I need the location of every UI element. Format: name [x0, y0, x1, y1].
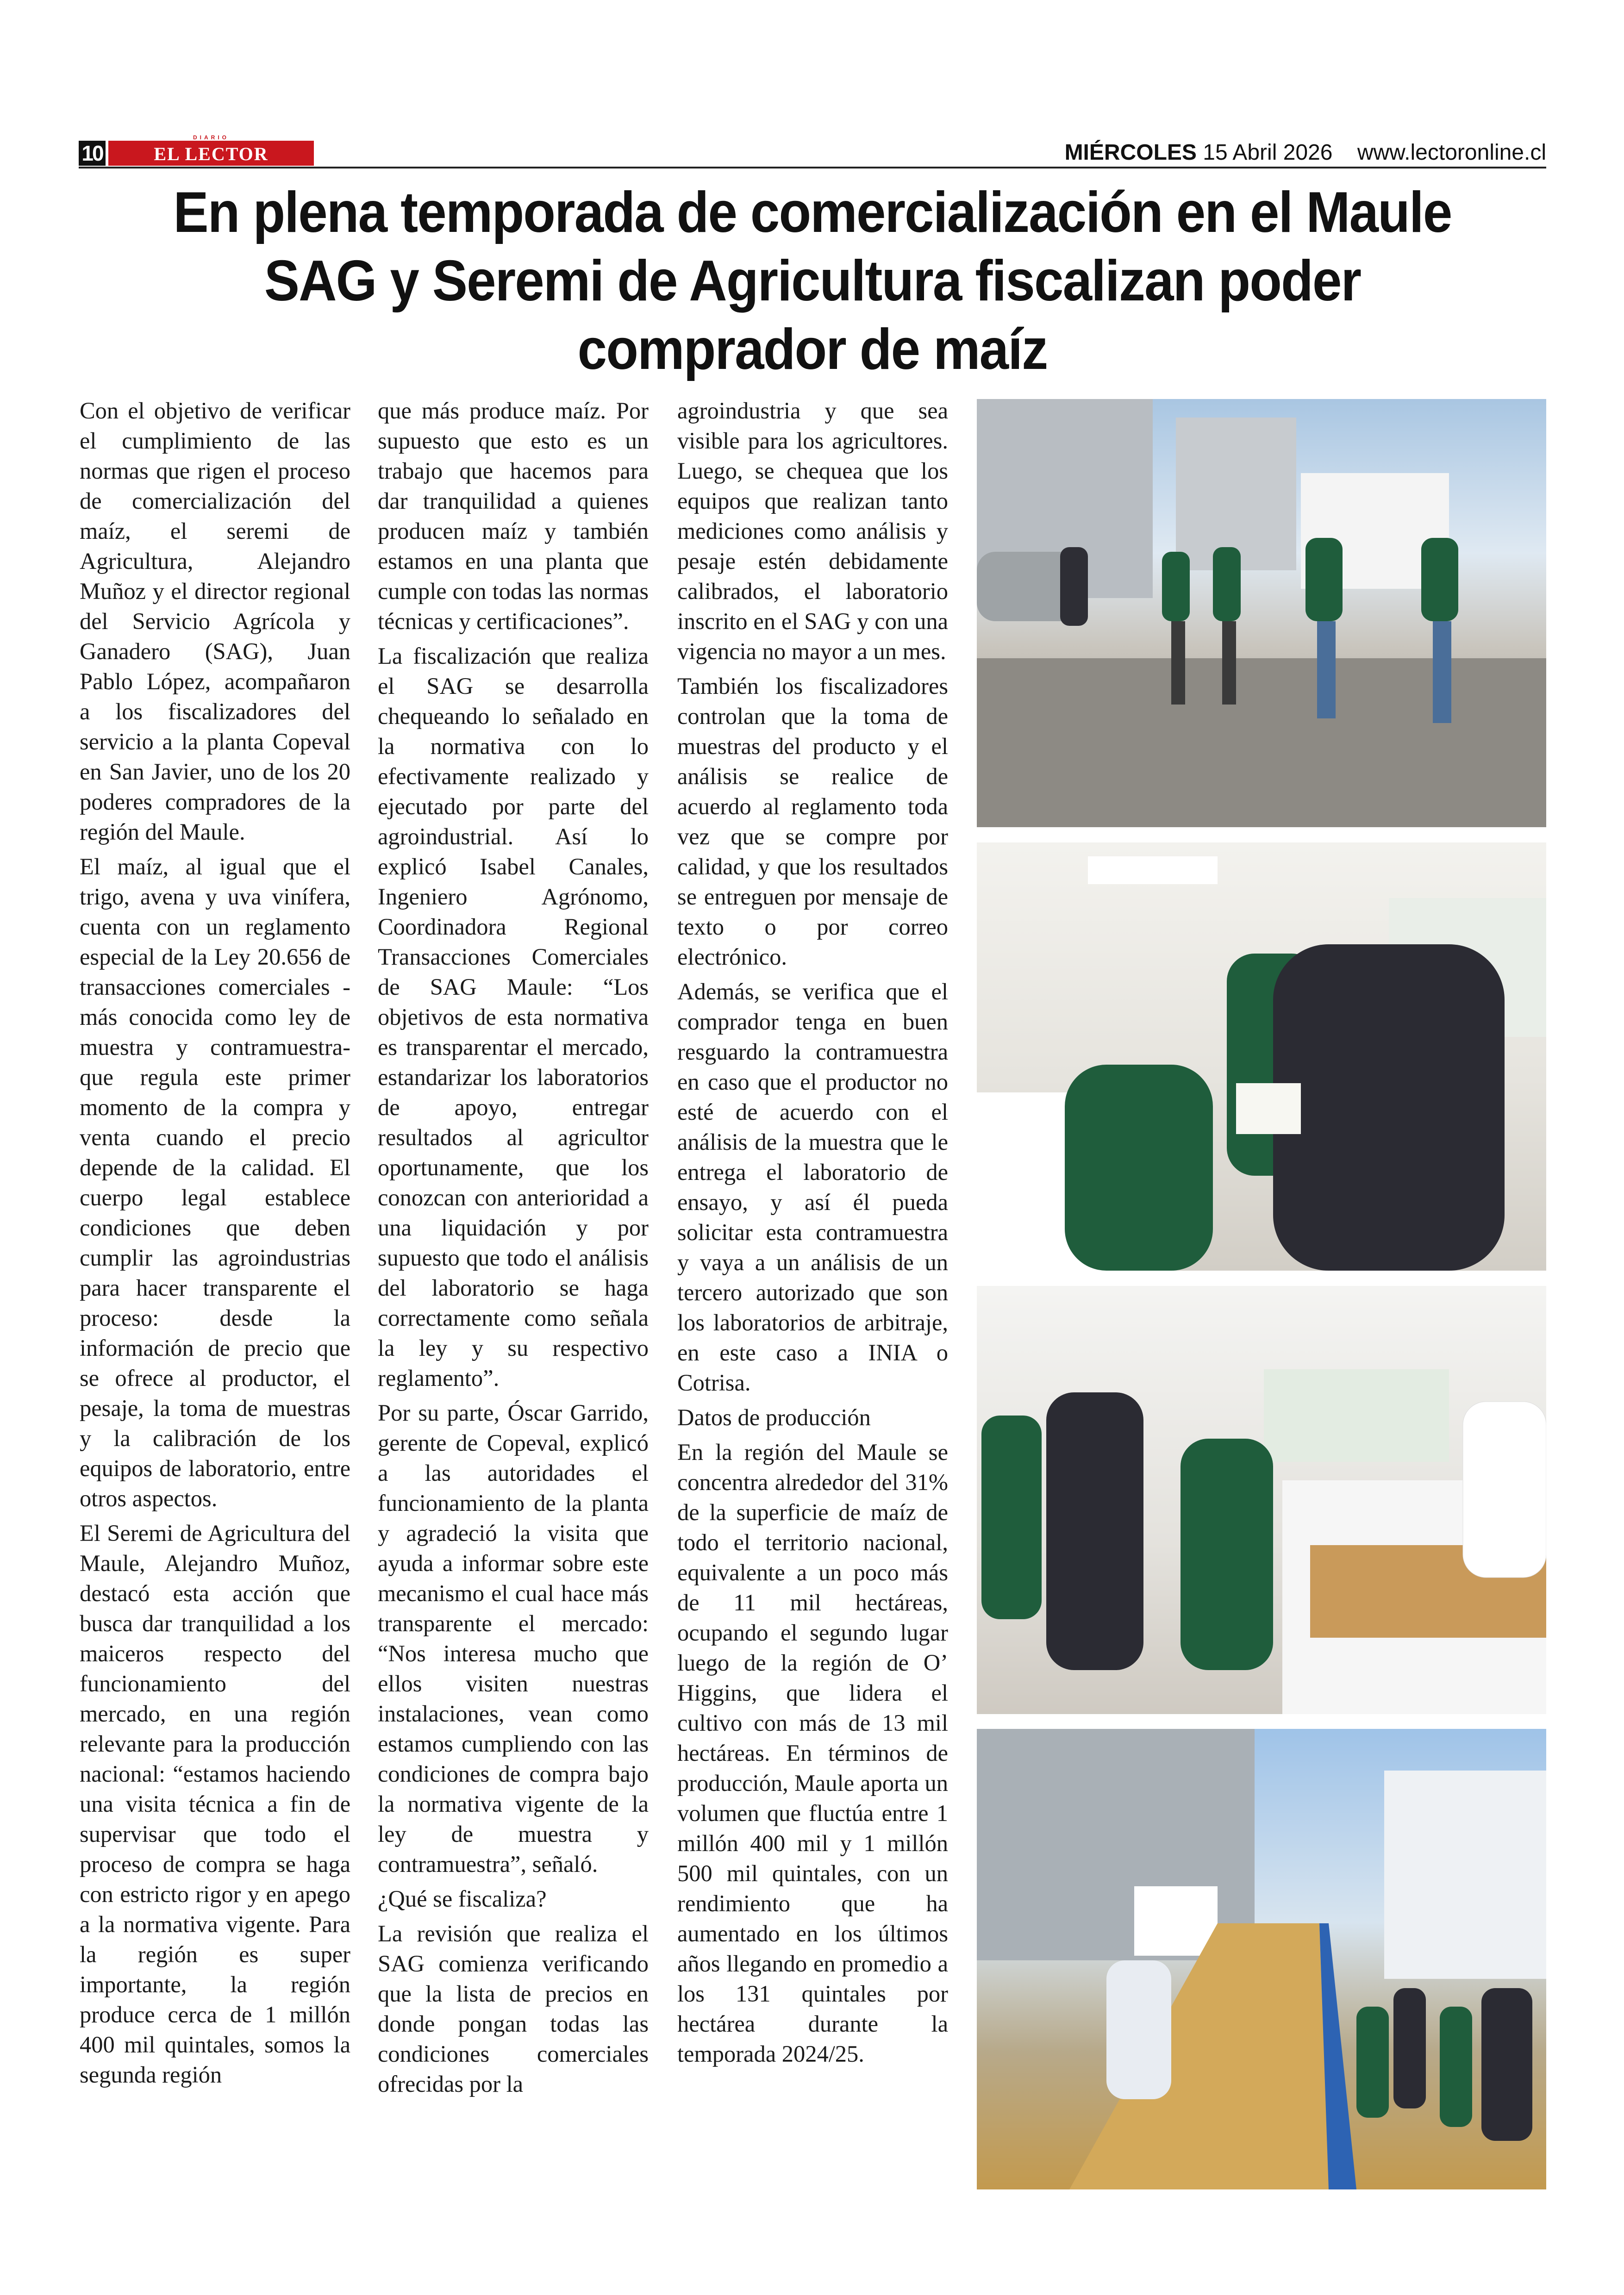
gravel-ground: [977, 658, 1546, 827]
paragraph: En la región del Maule se concentra alrededor del 31% de la superficie de maíz de todo el territorio nacional, equivalente a un poco más de 11 mil hectáreas, ocupando el segundo lugar luego de la región de O’ Higgins, que lidera el cultivo con más de 13 mil hectáreas. En términos de producción, Maule aporta un volumen que fluctúa entre 1 millón 400 mil y 1 millón 500 mil quintales, con un rendimiento que ha aumentado en los últimos años llegando en promedio a los 131 quintales por hectárea durante la temporada 2024/25.: [677, 1439, 948, 2067]
paragraph: El maíz, al igual que el trigo, avena y uva vinífera, cuenta con un reglamento especial de la Ley 20.656 de transacciones comerciales -más conocida como ley de muestra y contramuestra- que regula este primer momento de la compra y venta cuando el precio depende de la calidad. El cuerpo legal establece condiciones que deben cumplir las agroindustrias para hacer transparente el proceso: desde la información de precio que se ofrece al productor, el pesaje, la toma de muestras y la calibración de los equipos de laboratorio, entre otros aspectos.: [80, 854, 350, 1511]
building: [1384, 1771, 1546, 1979]
article-column-1: [80, 396, 350, 2095]
article-column-3: [677, 396, 948, 2074]
official-dark-suit: [1046, 1392, 1143, 1670]
paragraph: Por su parte, Óscar Garrido, gerente de Copeval, explicó a las autoridades el funcionamiento de la planta y agradeció la visita que ayuda a informar sobre este mecanismo el cual hace más transparente el mercado: “Nos interesa mucho que ellos visiten nuestras instalaciones, vean como estamos cumpliendo con las condiciones de compra bajo la normativa vigente de la ley de muestra y contramuestra”, señaló.: [378, 1400, 649, 1877]
website-url: www.lectoronline.cl: [1357, 140, 1546, 165]
photo-truck-sampling: [977, 1729, 1546, 2189]
truck-cab: [1134, 1886, 1218, 1956]
photo-illustration: [977, 1286, 1546, 1714]
page-number: 10: [79, 141, 106, 166]
paragraph: Además, se verifica que el comprador tenga en buen resguardo la contramuestra en caso que el productor no esté de acuerdo con el análisis de la muestra que le entrega el laboratorio de ensayo, y así él pueda solicitar esta contramuestra y vaya a un análisis de un tercero autorizado que son los laboratorios de arbitraje, en este caso a INIA o Cotrisa.: [677, 979, 948, 1396]
official-dark-suit: [1273, 944, 1505, 1271]
headline-line: comprador de maíz: [577, 318, 1048, 381]
logo-tagline: DIARIO: [193, 134, 229, 141]
photo-plant-yard-visit: [977, 399, 1546, 827]
photo-sample-analysis: [977, 1286, 1546, 1714]
weekday: MIÉRCOLES: [1064, 140, 1197, 165]
inspector-green-jacket: [1181, 1439, 1273, 1670]
window: [1264, 1369, 1449, 1462]
article-headline: [137, 178, 1487, 384]
photo-lab-inspection: [977, 842, 1546, 1271]
issue-date: 15 Abril 2026: [1203, 140, 1333, 165]
headline-line: SAG y Seremi de Agricultura fiscalizan poder: [264, 249, 1361, 313]
document-sheet: [1236, 1083, 1301, 1134]
lab-technician-white-coat: [1463, 1402, 1546, 1578]
paragraph: que más produce maíz. Por supuesto que esto es un trabajo que hacemos para dar tranquilidad a quienes producen maíz y también estamos en una planta que cumple con todas las normas técnicas y certificaciones”.: [378, 398, 649, 634]
air-conditioner: [1088, 856, 1218, 884]
paragraph: También los fiscalizadores controlan que la toma de muestras del producto y el análisis se realice de acuerdo al reglamento toda vez que se compre por calidad, y que los resultados se entreguen por mensaje de texto o por correo electrónico.: [677, 673, 948, 970]
paragraph: Con el objetivo de verificar el cumplimiento de las normas que rigen el proceso de comercialización del maíz, el seremi de Agricultura, Alejandro Muñoz y el director regional del Servicio Agrícola y Ganadero (SAG), Juan Pablo López, acompañaron a los fiscalizadores del servicio a la planta Copeval en San Javier, uno de los 20 poderes compradores de la región del Maule.: [80, 398, 350, 845]
dateline: [1065, 140, 1546, 166]
newspaper-logo: [108, 134, 314, 166]
inspector-green-jacket: [981, 1416, 1042, 1619]
photo-illustration: [977, 1729, 1546, 2189]
logo-text: EL LECTOR: [154, 143, 269, 164]
worker-sampling: [1106, 1960, 1171, 2099]
page-header: [79, 134, 1546, 171]
headline-line: En plena temporada de comercialización en el Maule: [173, 181, 1452, 244]
subheading: Datos de producción: [677, 1404, 871, 1430]
paragraph: agroindustria y que sea visible para los agricultores. Luego, se chequea que los equipos que realizan tanto mediciones como análisis y pesaje estén debidamente calibrados, el laboratorio inscrito en el SAG y con una vigencia no mayor a un mes.: [677, 398, 948, 664]
subheading: ¿Qué se fiscaliza?: [378, 1886, 547, 1912]
paragraph: El Seremi de Agricultura del Maule, Alejandro Muñoz, destacó esta acción que busca dar tranquilidad a los maiceros respecto del funcionamiento del mercado, en una región relevante para la producción nacional: “estamos haciendo una visita técnica a fin de supervisar que todo el proceso de compra se haga con estricto rigor y en apego a la normativa vigente. Para la región es super importante, la región produce cerca de 1 millón 400 mil quintales, somos la segunda región: [80, 1520, 350, 2088]
photo-illustration: [977, 399, 1546, 827]
paragraph: La fiscalización que realiza el SAG se desarrolla chequeando lo señalado en la normativa con lo efectivamente realizado y ejecutado por parte del agroindustrial. Así lo explicó Isabel Canales, Ingeniero Agrónomo, Coordinadora Regional Transacciones Comerciales de SAG Maule: “Los objetivos de esta normativa es transparentar el mercado, estandarizar los laboratorios de apoyo, entregar resultados al agricultor oportunamente, que los conozcan con anterioridad a una liquidación y por supuesto que todo el análisis del laboratorio se haga correctamente como señala la ley y su respectivo reglamento”.: [378, 643, 649, 1391]
paragraph: La revisión que realiza el SAG comienza verificando que la lista de precios en donde pongan todas las condiciones comerciales ofrecidas por la: [378, 1921, 649, 2097]
people-group: [1356, 1988, 1532, 2141]
header-rule: [79, 167, 1546, 168]
article-column-2: [378, 396, 649, 2104]
silo: [1176, 418, 1296, 570]
photo-illustration: [977, 842, 1546, 1271]
inspector-green-jacket: [1065, 1065, 1213, 1271]
